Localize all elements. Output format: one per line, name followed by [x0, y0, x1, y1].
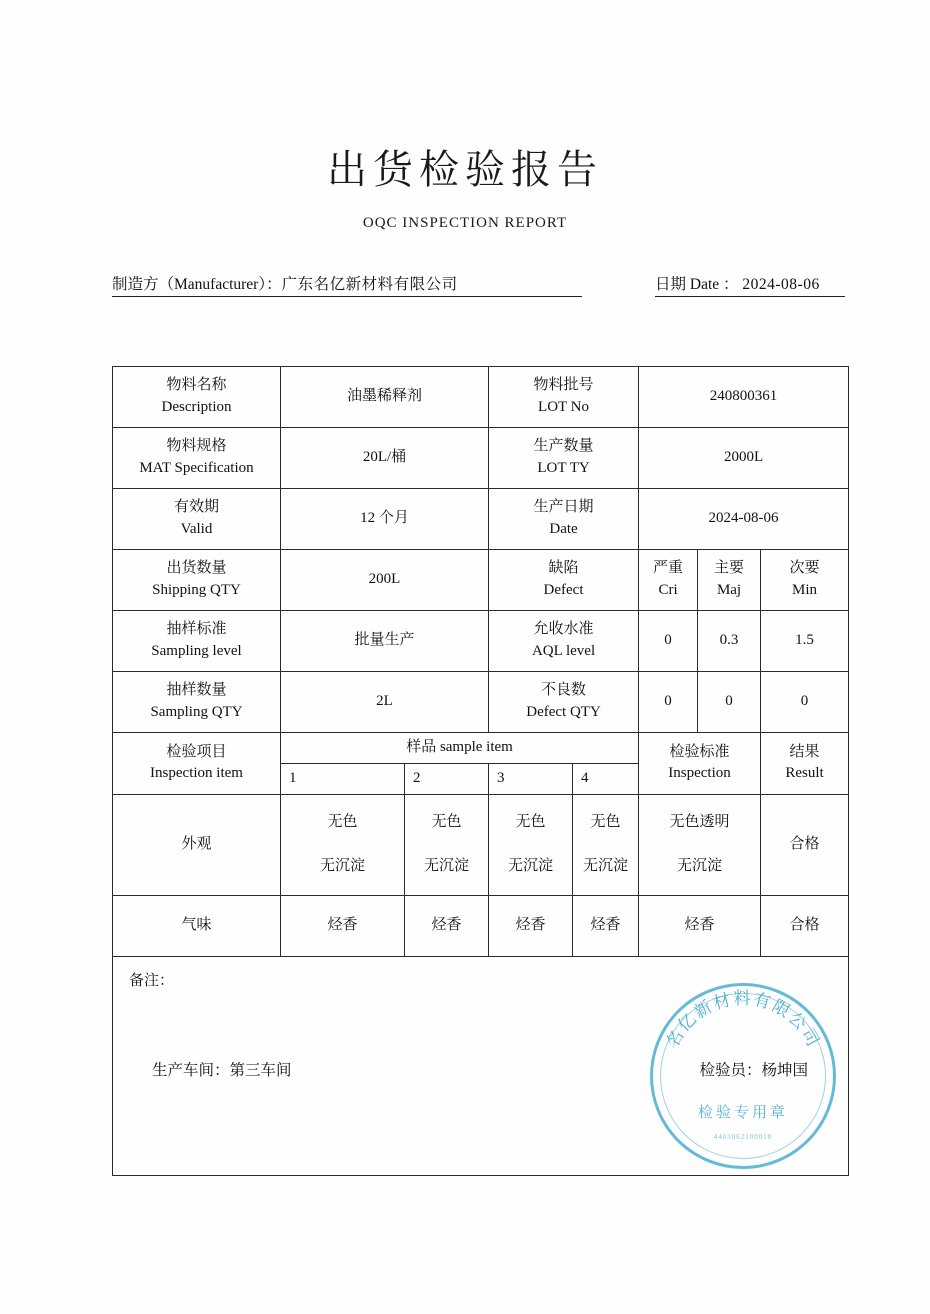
footer-row: [112, 1058, 848, 1080]
cell-shippingqty-label: 出货数量 Shipping QTY: [113, 550, 281, 611]
table-row: [113, 428, 849, 489]
cell-defect-maj-header: 主要 Maj: [698, 550, 761, 611]
cell-samplingqty-value: 2L: [281, 672, 489, 733]
date-label: 日期 Date ：: [655, 276, 739, 293]
cell-defectqty-label: 不良数 Defect QTY: [489, 672, 639, 733]
cell-defectqty-cri: 0: [639, 672, 698, 733]
cell-defect-cri-header: 严重 Cri: [639, 550, 698, 611]
manufacturer-value: 广东名亿新材料有限公司: [281, 276, 458, 293]
cell-odor-sample-1: 烃香: [281, 895, 405, 956]
table-row: [113, 550, 849, 611]
cell-aql-maj: 0.3: [698, 611, 761, 672]
inspection-table: [112, 366, 849, 1176]
cell-appearance-standard: 无色透明 无沉淀: [639, 794, 761, 895]
cell-defectqty-maj: 0: [698, 672, 761, 733]
cell-description-value: 油墨稀释剂: [281, 367, 489, 428]
stamp-bottom-text: 检验专用章: [697, 1103, 788, 1121]
manufacturer-label: 制造方（Manufacturer）：: [112, 276, 282, 293]
table-row: [113, 672, 849, 733]
cell-aql-label: 允收水准 AQL level: [489, 611, 639, 672]
cell-proddate-value: 2024-08-06: [639, 489, 849, 550]
table-row: [113, 611, 849, 672]
stamp-arc-label: 名亿新材料有限公司: [662, 989, 824, 1052]
cell-lotno-label: 物料批号 LOT No: [489, 367, 639, 428]
cell-aql-min: 1.5: [761, 611, 849, 672]
cell-valid-value: 12 个月: [281, 489, 489, 550]
table-row: [113, 895, 849, 956]
date-value: 2024-08-06: [742, 276, 820, 293]
cell-samplingqty-label: 抽样数量 Sampling QTY: [113, 672, 281, 733]
cell-aql-cri: 0: [639, 611, 698, 672]
cell-sample-col-1: 1: [281, 763, 405, 794]
cell-appearance-sample-4: 无色 无沉淀: [573, 794, 639, 895]
manufacturer-field: [112, 272, 582, 297]
table-row: [113, 489, 849, 550]
cell-appearance-sample-2: 无色 无沉淀: [405, 794, 489, 895]
page-title: 出货检验报告: [327, 147, 603, 193]
cell-inspectionitem-label: 检验项目 Inspection item: [113, 733, 281, 795]
cell-remarks: 备注：: [113, 956, 849, 1175]
cell-row-item-appearance: 外观: [113, 794, 281, 895]
table-row: [113, 733, 849, 764]
cell-odor-standard: 烃香: [639, 895, 761, 956]
cell-result-label: 结果 Result: [761, 733, 849, 795]
cell-defectqty-min: 0: [761, 672, 849, 733]
table-row: [113, 794, 849, 895]
cell-inspectionstd-label: 检验标准 Inspection: [639, 733, 761, 795]
cell-sampleitem-header: 样品 sample item: [281, 733, 639, 764]
cell-matspec-label: 物料规格 MAT Specification: [113, 428, 281, 489]
table-row: [113, 367, 849, 428]
cell-matspec-value: 20L/桶: [281, 428, 489, 489]
cell-description-label: 物料名称 Description: [113, 367, 281, 428]
cell-odor-sample-2: 烃香: [405, 895, 489, 956]
stamp-micro-text: 4403062100018: [713, 1133, 773, 1141]
cell-appearance-sample-1: 无色 无沉淀: [281, 794, 405, 895]
cell-lotno-value: 240800361: [639, 367, 849, 428]
date-field: [655, 272, 845, 297]
cell-sample-col-3: 3: [489, 763, 573, 794]
cell-lotqty-value: 2000L: [639, 428, 849, 489]
cell-valid-label: 有效期 Valid: [113, 489, 281, 550]
cell-defect-label: 缺陷 Defect: [489, 550, 639, 611]
cell-odor-sample-3: 烃香: [489, 895, 573, 956]
cell-odor-sample-4: 烃香: [573, 895, 639, 956]
cell-defect-min-header: 次要 Min: [761, 550, 849, 611]
page-subtitle: OQC INSPECTION REPORT: [362, 215, 568, 231]
cell-samplinglevel-value: 批量生产: [281, 611, 489, 672]
inspector-label: 检验员：杨坤国: [699, 1062, 808, 1079]
cell-appearance-sample-3: 无色 无沉淀: [489, 794, 573, 895]
cell-shippingqty-value: 200L: [281, 550, 489, 611]
cell-odor-result: 合格: [761, 895, 849, 956]
cell-appearance-result: 合格: [761, 794, 849, 895]
cell-row-item-odor: 气味: [113, 895, 281, 956]
cell-samplinglevel-label: 抽样标准 Sampling level: [113, 611, 281, 672]
cell-sample-col-4: 4: [573, 763, 639, 794]
cell-proddate-label: 生产日期 Date: [489, 489, 639, 550]
cell-lotqty-label: 生产数量 LOT TY: [489, 428, 639, 489]
workshop-label: 生产车间：第三车间: [152, 1062, 292, 1079]
meta-row: [112, 272, 845, 297]
cell-sample-col-2: 2: [405, 763, 489, 794]
